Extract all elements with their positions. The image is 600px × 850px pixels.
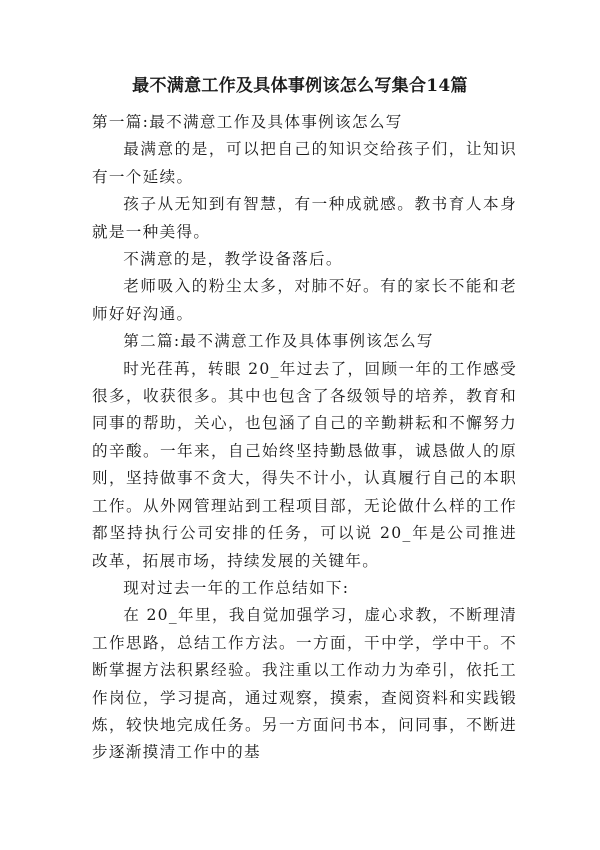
paragraph: 孩子从无知到有智慧，有一种成就感。教书育人本身就是一种美得。 — [92, 195, 517, 241]
section-heading: 第一篇:最不满意工作及具体事例该怎么写 — [92, 113, 403, 131]
document-body — [92, 109, 517, 767]
document-title: 最不满意工作及具体事例该怎么写集合14篇 — [132, 76, 468, 96]
paragraph: 老师吸入的粉尘太多，对肺不好。有的家长不能和老师好好沟通。 — [92, 277, 517, 323]
paragraph: 最满意的是，可以把自己的知识交给孩子们，让知识有一个延续。 — [92, 140, 517, 186]
section-heading: 第二篇:最不满意工作及具体事例该怎么写 — [123, 332, 434, 351]
paragraph: 在 20_年里，我自觉加强学习，虚心求教，不断理清工作思路，总结工作方法。一方面，干中学，学中干。不断掌握方法积累经验。我注重以工作动力为牵引，依托工作岗位，学习提高，通过观察，摸索，查阅资料和实践锻炼，较快地完成任务。另一方面问书本，问同事，不断进步逐渐摸清工作中的基 — [92, 606, 517, 762]
paragraph: 不满意的是，教学设备落后。 — [123, 250, 343, 269]
paragraph: 时光荏苒，转眼 20_年过去了，回顾一年的工作感受很多，收获很多。其中也包含了各级领导的培养，教育和同事的帮助，关心，也包涵了自己的辛勤耕耘和不懈努力的辛酸。一年来，自己始终坚持勤恳做事，诚恳做人的原则，坚持做事不贪大，得失不计小，认真履行自己的本职工作。从外网管理站到工程项目部，无论做什么样的工作都坚持执行公司安排的任务，可以说 20_年是公司推进改革，拓展市场，持续发展的关键年。 — [92, 359, 517, 570]
paragraph: 现对过去一年的工作总结如下: — [123, 578, 350, 597]
